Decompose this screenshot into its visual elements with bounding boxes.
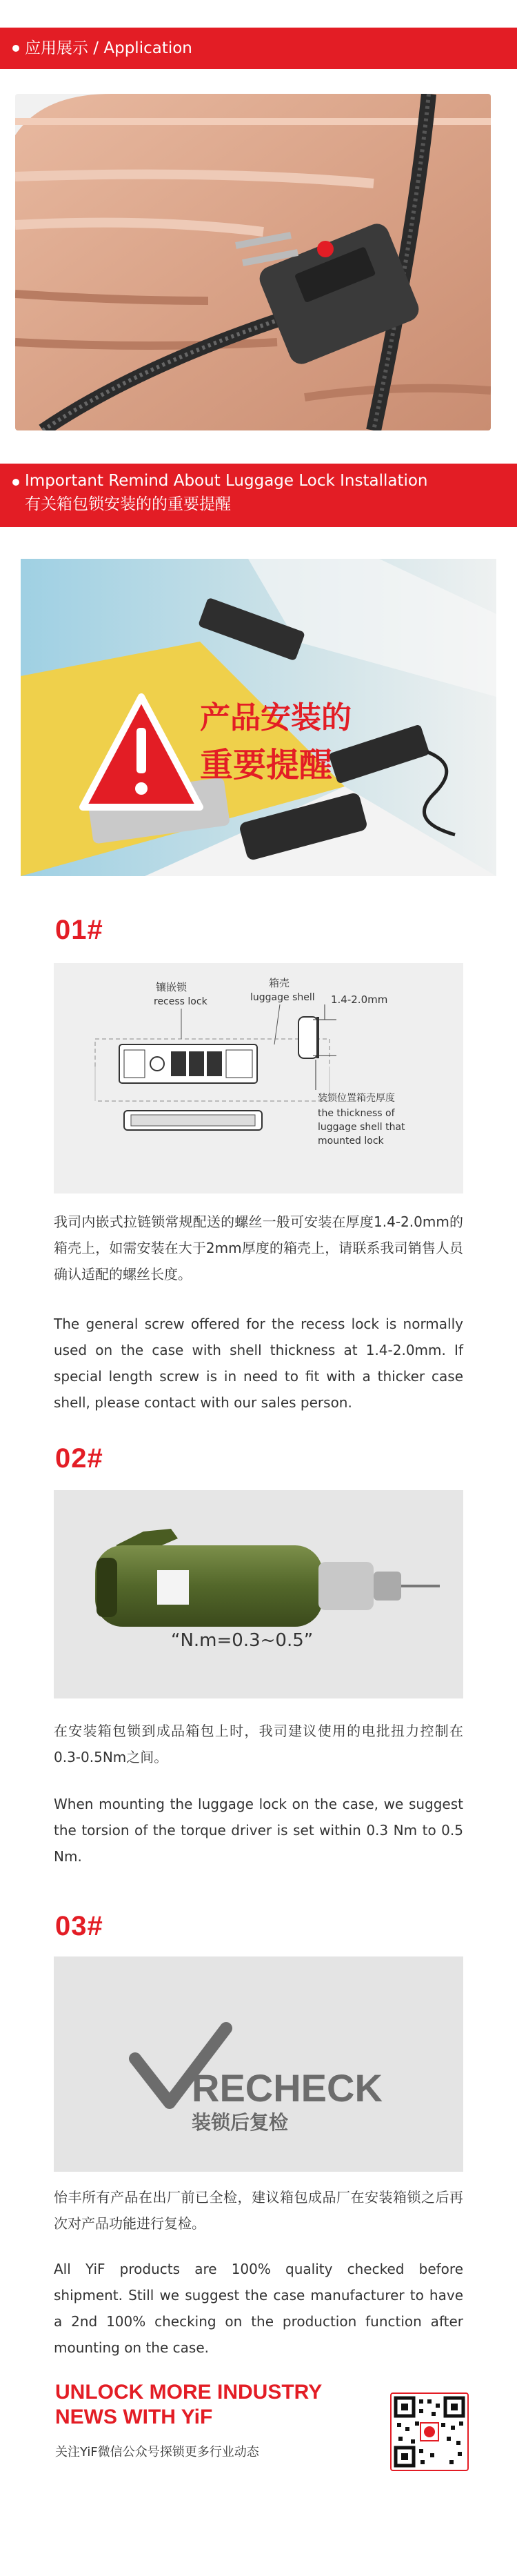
diagram-position-en-1: the thickness of — [318, 1108, 395, 1119]
torque-label: “N.m=0.3~0.5” — [171, 1630, 314, 1651]
section-number-03: 03# — [55, 1911, 103, 1941]
application-banner — [0, 28, 517, 69]
section3-text-cn: 怡丰所有产品在出厂前已全检，建议箱包成品厂在安装箱锁之后再次对产品功能进行复检。 — [54, 2189, 463, 2232]
reminder-banner-title-en: Important Remind About Luggage Lock Installation — [25, 472, 428, 490]
section-number-01: 01# — [55, 915, 103, 945]
diagram-label-shell-cn: 箱壳 — [269, 977, 290, 989]
section-number-02: 02# — [55, 1443, 103, 1474]
diagram-label-recess-cn: 镶嵌锁 — [156, 981, 187, 993]
diagram-position-cn: 装锁位置箱壳厚度 — [318, 1093, 395, 1104]
diagram-position-en-2: luggage shell that — [318, 1122, 405, 1133]
footer-title-line2: NEWS WITH YiF — [55, 2406, 213, 2428]
footer-subtitle: 关注YiF微信公众号探锁更多行业动态 — [55, 2445, 259, 2459]
reminder-banner-title-cn: 有关箱包锁安装的的重要提醒 — [25, 495, 231, 513]
section2-text-cn: 在安装箱包锁到成品箱包上时，我司建议使用的电批扭力控制在0.3-0.5Nm之间。 — [54, 1723, 463, 1765]
footer-title-line1: UNLOCK MORE INDUSTRY — [55, 2381, 323, 2404]
bullet-dot-icon — [12, 45, 19, 52]
section1-text-cn: 我司内嵌式拉链锁常规配送的螺丝一般可安装在厚度1.4-2.0mm的箱壳上，如需安装在大于2mm厚度的箱壳上，请联系我司销售人员确认适配的螺丝长度。 — [54, 1213, 463, 1282]
recheck-subtitle: 装锁后复检 — [192, 2111, 289, 2134]
section1-text-en: The general screw offered for the recess lock is normally used on the case with shell thickness at 1.4-2.0mm. If special length screw is in need to fit with a thicker case shell, please contact with our sales person. — [54, 1316, 463, 1411]
suitcase-lock-photo — [15, 94, 491, 430]
lock-diagram — [54, 963, 463, 1193]
hero-title-line1: 产品安装的 — [200, 700, 352, 735]
reminder-hero-image — [21, 559, 496, 876]
section2-text-en: When mounting the luggage lock on the case, we suggest the torsion of the torque driver is set within 0.3 Nm to 0.5 Nm. — [54, 1796, 463, 1865]
diagram-position-en-3: mounted lock — [318, 1136, 384, 1147]
hero-title-line2: 重要提醒 — [200, 746, 333, 784]
section3-text-en: All YiF products are 100% quality checked before shipment. Still we suggest the case manufacturer to have a 2nd 100% checking on the production function after mounting on the case. — [54, 2261, 463, 2356]
bullet-dot-icon — [12, 479, 19, 486]
qr-code-icon — [390, 2392, 469, 2471]
diagram-label-shell-en: luggage shell — [250, 992, 315, 1003]
diagram-thickness-range: 1.4-2.0mm — [331, 993, 388, 1006]
recheck-title: RECHECK — [192, 2066, 383, 2110]
recheck-image — [54, 1956, 463, 2172]
reminder-banner — [0, 464, 517, 527]
application-banner-label: 应用展示 / Application — [25, 39, 192, 57]
diagram-label-recess-en: recess lock — [154, 996, 207, 1007]
torque-driver-image — [54, 1490, 463, 1698]
